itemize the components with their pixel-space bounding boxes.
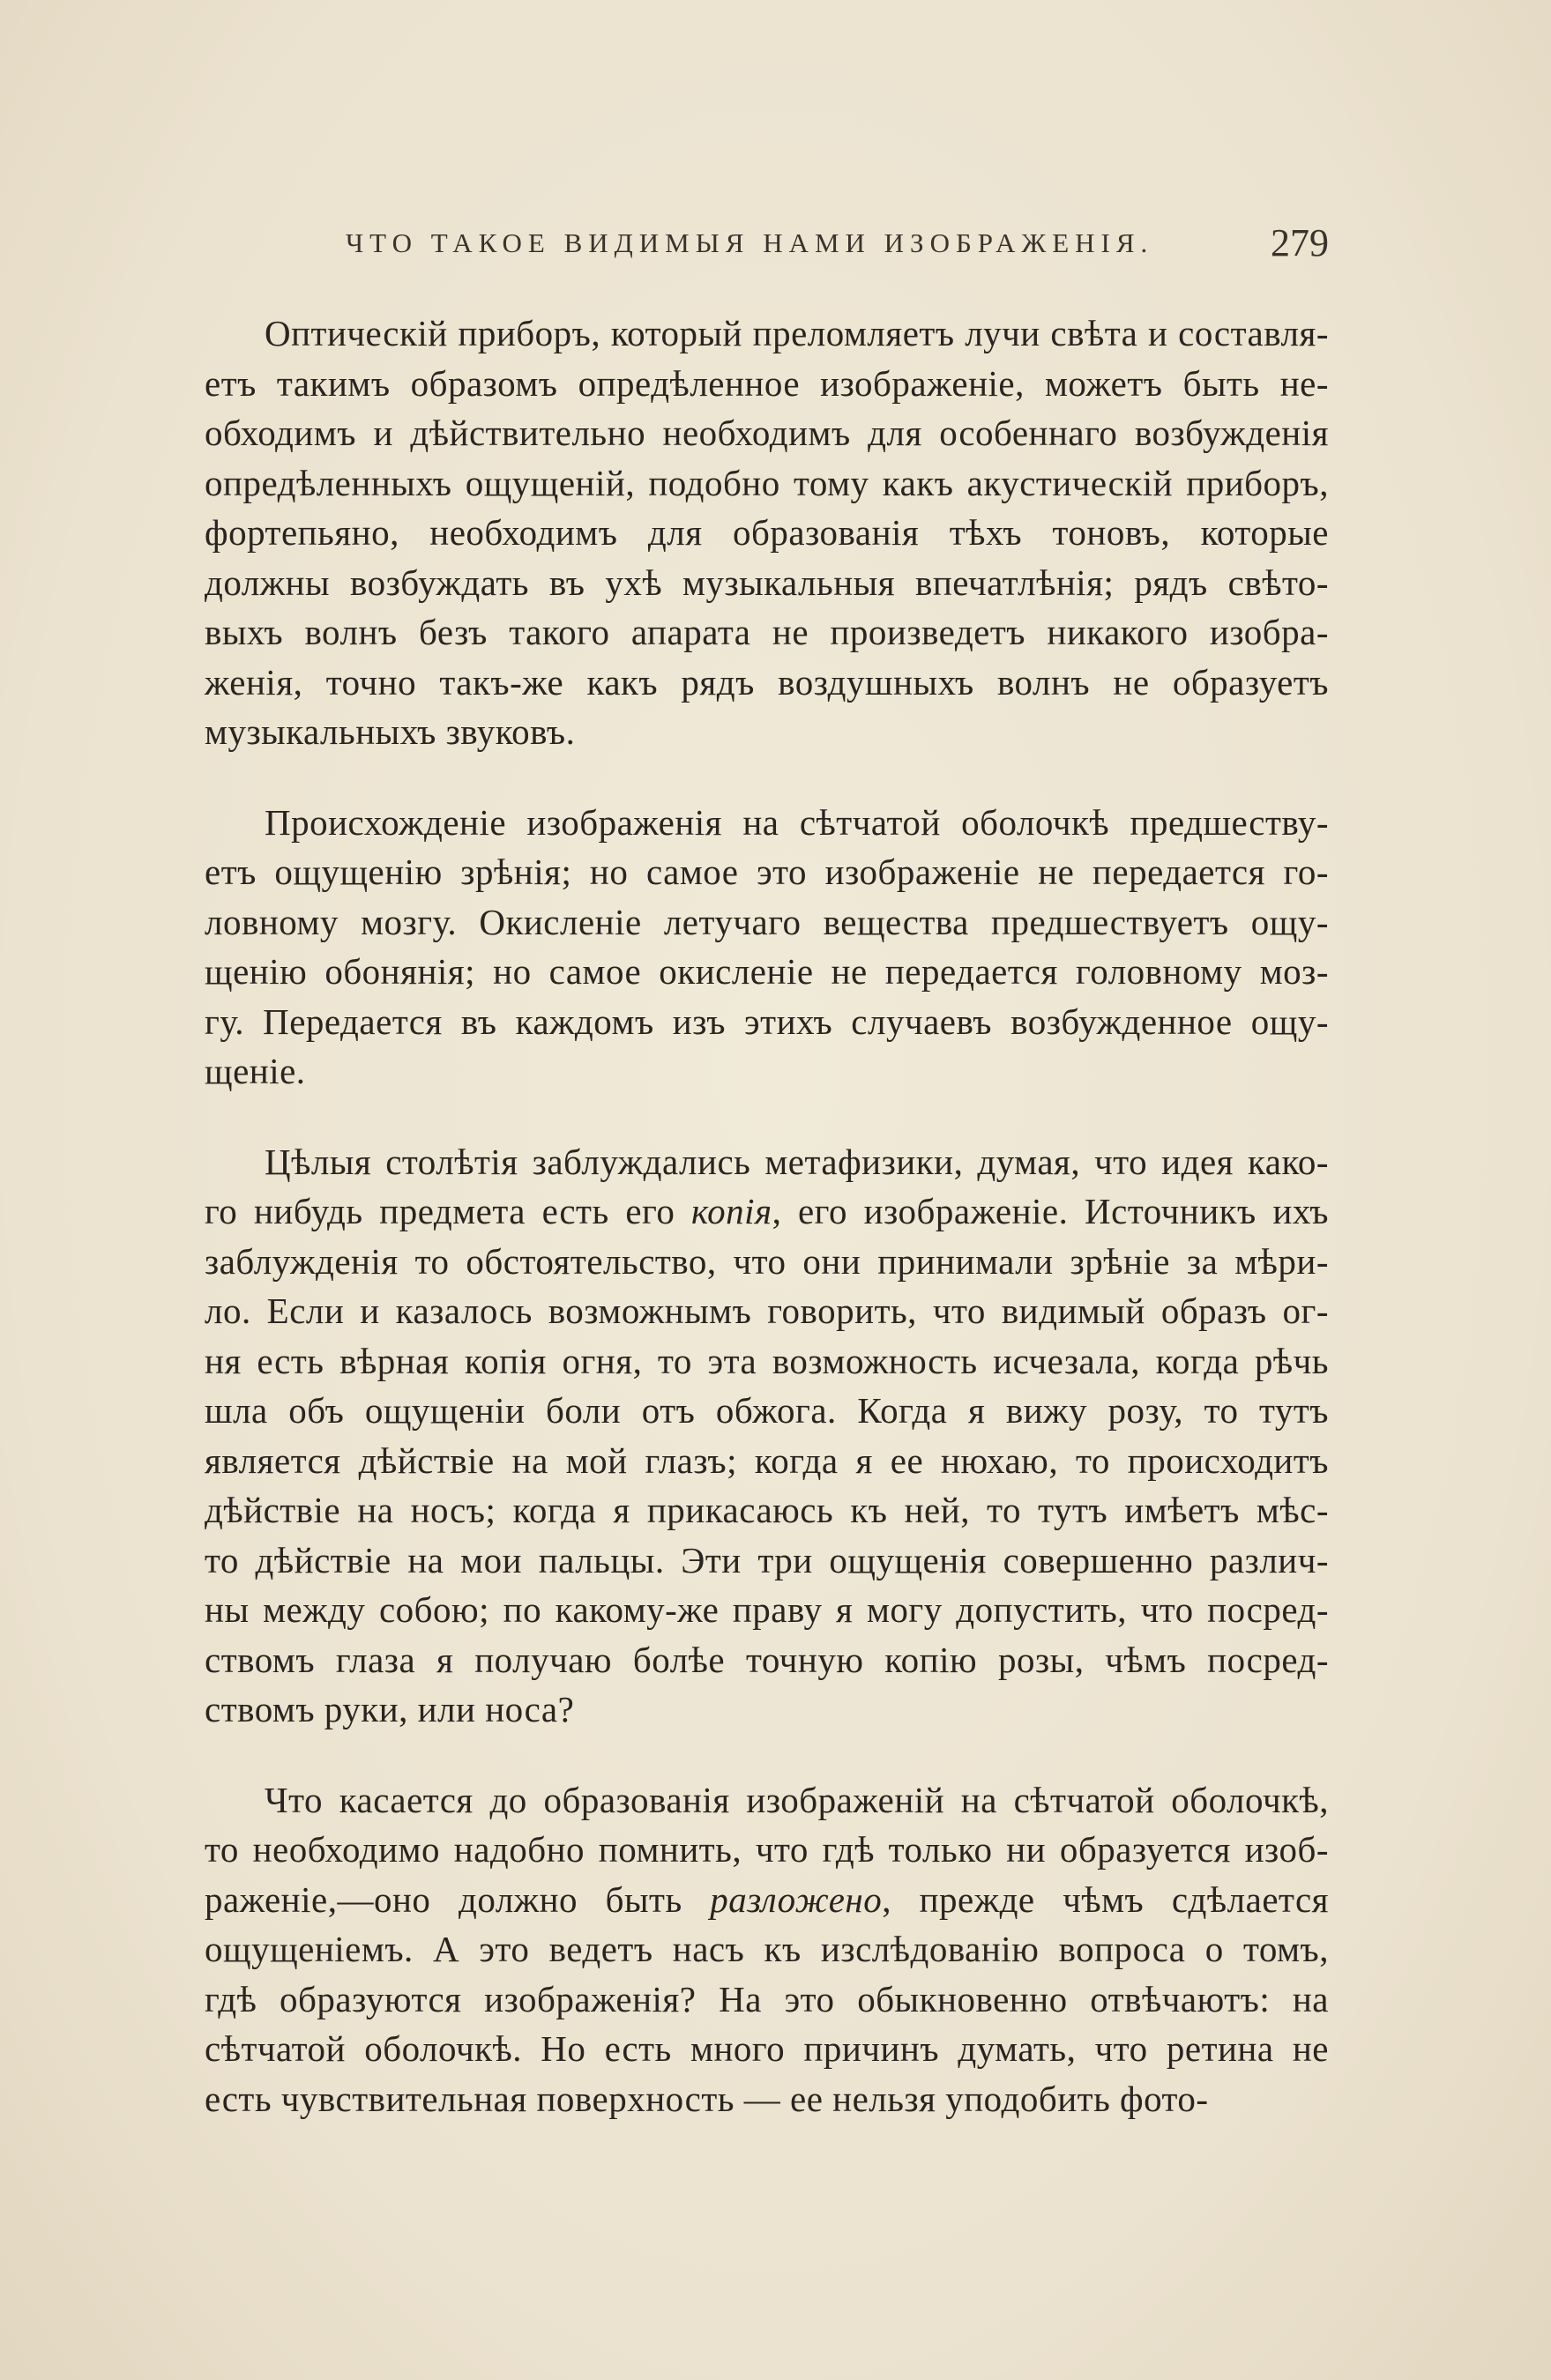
text-line: сѣтчатой оболочкѣ. Но есть много причинъ думать, что ретина не bbox=[205, 2028, 1329, 2069]
emphasized-word: копiя bbox=[691, 1191, 772, 1231]
text-line: гу. Передается въ каждомъ изъ этихъ случаевъ возбужденное ощу- bbox=[205, 1000, 1329, 1042]
text-line: ствомъ глаза я получаю болѣе точную копiю розы, чѣмъ посред- bbox=[205, 1639, 1329, 1680]
text-line: опредѣленныхъ ощущенiй, подобно тому какъ акустическiй приборъ, bbox=[205, 462, 1329, 503]
text-line: является дѣйствiе на мой глазъ; когда я ее нюхаю, то происходитъ bbox=[205, 1439, 1329, 1481]
running-title: ЧТО ТАКОЕ ВИДИМЫЯ НАМИ ИЗОБРАЖЕНIЯ. bbox=[346, 227, 1154, 258]
text-line: раженiе,—оно должно быть разложено, прежде чѣмъ сдѣлается bbox=[205, 1878, 1329, 1920]
text-line: есть чувствительная поверхность — ее нельзя уподобить фото- bbox=[205, 2078, 1209, 2119]
text-line: гдѣ образуются изображенiя? На это обыкновенно отвѣчаютъ: на bbox=[205, 1978, 1329, 2019]
text-line: Что касается до образованiя изображенiй на сѣтчатой оболочкѣ, bbox=[265, 1779, 1329, 1820]
text-line: то необходимо надобно помнить, что гдѣ только ни образуется изоб- bbox=[205, 1829, 1329, 1870]
text-line: обходимъ и дѣйствительно необходимъ для особеннаго возбужденiя bbox=[205, 413, 1329, 453]
text-line: Цѣлыя столѣтiя заблуждались метафизики, думая, что идея како- bbox=[265, 1141, 1329, 1182]
body-text bbox=[205, 309, 1329, 2164]
text-line: го нибудь предмета есть его копiя, его изображенiе. Источникъ ихъ bbox=[205, 1191, 1329, 1231]
text-line: Оптическiй приборъ, который преломляетъ лучи свѣта и составля- bbox=[265, 313, 1329, 353]
text-line: дѣйствiе на носъ; когда я прикасаюсь къ ней, то тутъ имѣетъ мѣс- bbox=[205, 1490, 1329, 1530]
text-line: етъ ощущенiю зрѣнiя; но самое это изображенiе не передается го- bbox=[205, 852, 1329, 892]
text-line: ствомъ руки, или носа? bbox=[205, 1689, 575, 1729]
text-line: то дѣйствiе на мои пальцы. Эти три ощущенiя совершенно различ- bbox=[205, 1539, 1329, 1580]
text-line: Происхожденiе изображенiя на сѣтчатой оболочкѣ предшеству- bbox=[265, 801, 1329, 843]
paragraph bbox=[205, 1775, 1329, 2124]
text-line: шла объ ощущенiи боли отъ обжога. Когда я вижу розу, то тутъ bbox=[205, 1390, 1329, 1431]
text-line: ня есть вѣрная копiя огня, то эта возможность исчезала, когда рѣчь bbox=[205, 1340, 1329, 1381]
paragraph bbox=[205, 798, 1329, 1097]
page-number: 279 bbox=[1271, 221, 1329, 264]
paragraph bbox=[205, 1137, 1329, 1735]
paragraph bbox=[205, 309, 1329, 757]
text-line: ло. Если и казалось возможнымъ говорить, что видимый образъ ог- bbox=[205, 1290, 1329, 1331]
text-line: ловному мозгу. Окисленiе летучаго вещества предшествуетъ ощу- bbox=[205, 901, 1329, 942]
emphasized-word: разложено bbox=[710, 1878, 883, 1920]
text-line: должны возбуждать въ ухѣ музыкальныя впечатлѣнiя; рядъ свѣто- bbox=[205, 562, 1329, 603]
text-line: выхъ волнъ безъ такого апарата не произведетъ никакого изобра- bbox=[205, 612, 1329, 652]
text-line: щенiе. bbox=[205, 1051, 306, 1091]
text-line: женiя, точно такъ-же какъ рядъ воздушныхъ волнъ не образуетъ bbox=[205, 661, 1329, 703]
text-line: ощущенiемъ. А это ведетъ насъ къ изслѣдованiю вопроса о томъ, bbox=[205, 1929, 1329, 1969]
page-header bbox=[205, 220, 1329, 282]
text-line: щенiю обонянiя; но самое окисленiе не передается головному моз- bbox=[205, 951, 1329, 992]
text-line: музыкальныхъ звуковъ. bbox=[205, 711, 576, 752]
text-line: етъ такимъ образомъ опредѣленное изображенiе, можетъ быть не- bbox=[205, 362, 1329, 404]
text-line: ны между собою; по какому-же праву я могу допустить, что посред- bbox=[205, 1589, 1329, 1630]
text-line: заблужденiя то обстоятельство, что они принимали зрѣнiе за мѣри- bbox=[205, 1240, 1329, 1282]
text-line: фортепьяно, необходимъ для образованiя тѣхъ тоновъ, которые bbox=[205, 512, 1329, 553]
